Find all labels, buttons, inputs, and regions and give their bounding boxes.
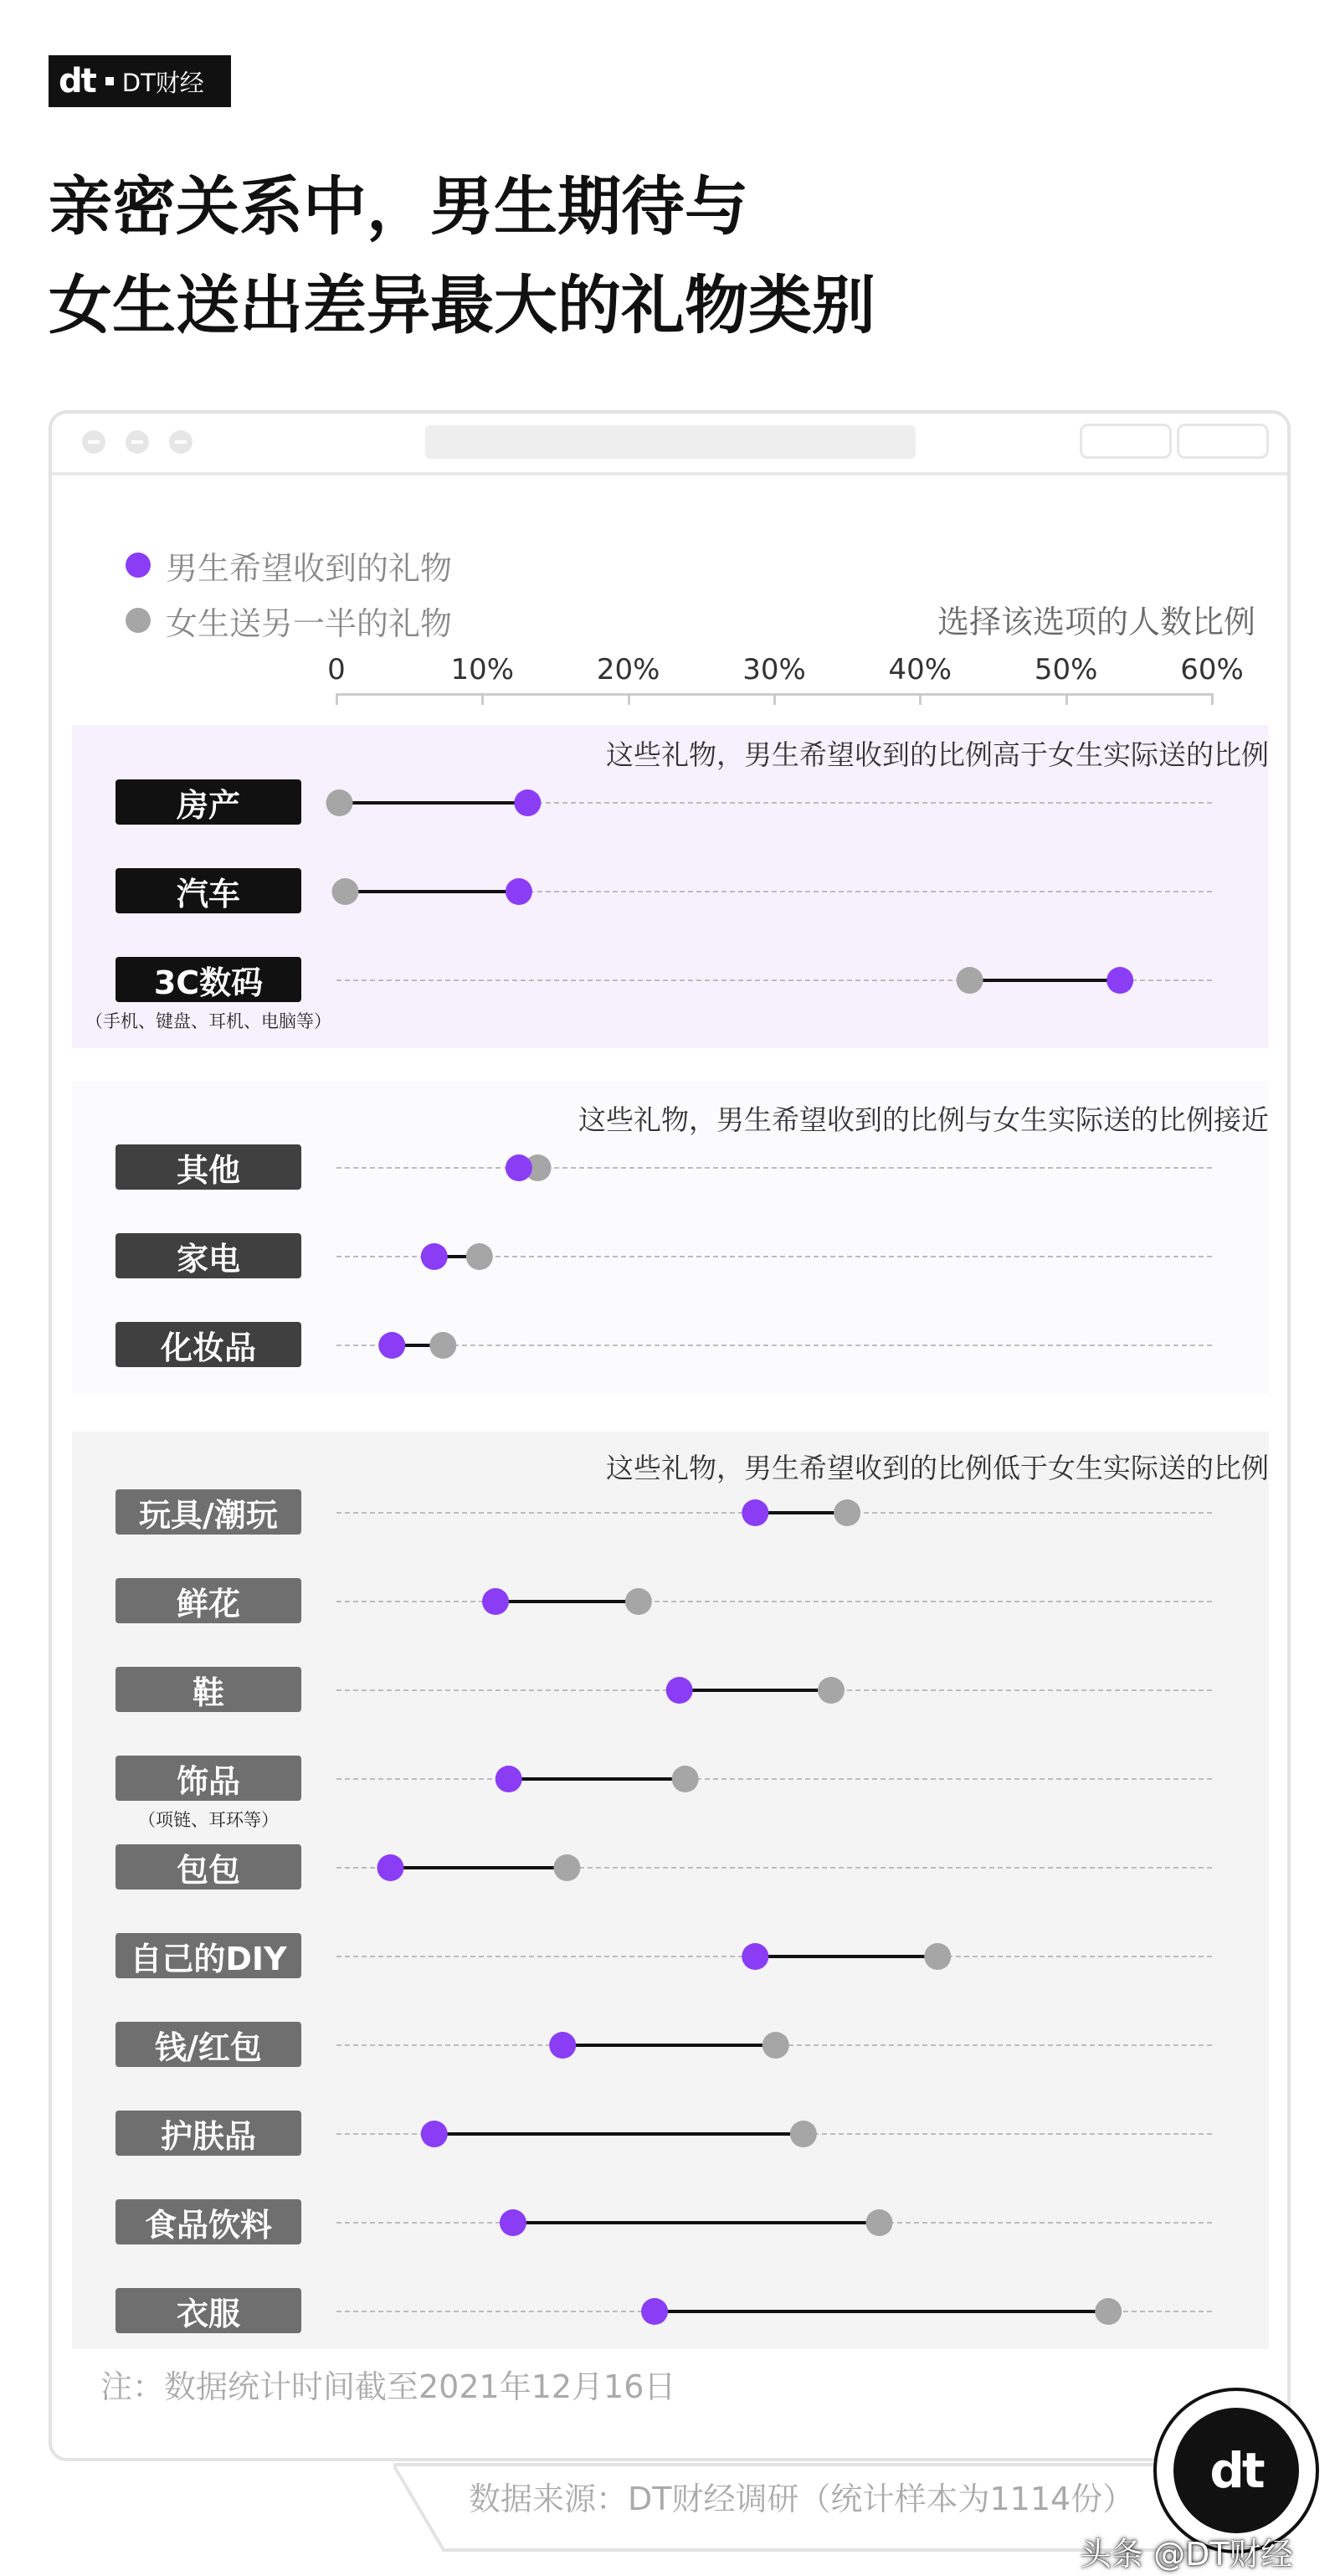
x-tick-label: 50% — [1034, 653, 1098, 686]
category-label: 家电 — [116, 1233, 301, 1278]
female-point — [331, 878, 358, 905]
x-tick-label: 40% — [888, 653, 952, 686]
female-point — [957, 967, 983, 994]
category-note: （手机、键盘、耳机、电脑等） — [85, 1011, 331, 1031]
female-point — [326, 789, 352, 816]
female-point — [672, 1766, 699, 1792]
male-point — [506, 1154, 532, 1181]
male-point — [549, 2032, 576, 2059]
section-title: 这些礼物，男生希望收到的比例与女生实际送的比例接近 — [578, 1103, 1269, 1136]
category-label: 房产 — [116, 779, 301, 825]
male-point — [641, 2298, 668, 2325]
category-label: 衣服 — [116, 2288, 301, 2333]
female-point — [625, 1588, 652, 1615]
male-point — [666, 1677, 693, 1704]
legend-male-label: 男生希望收到的礼物 — [166, 549, 453, 587]
female-point — [553, 1854, 580, 1881]
title-line-2: 女生送出差异最大的礼物类别 — [49, 268, 875, 342]
male-point — [421, 2121, 448, 2147]
x-tick-label: 10% — [450, 653, 515, 686]
female-point — [834, 1499, 860, 1526]
female-point — [466, 1243, 493, 1270]
category-label: 化妆品 — [116, 1322, 301, 1367]
male-point — [378, 1332, 405, 1359]
x-tick-label: 20% — [596, 653, 660, 686]
male-point — [742, 1499, 768, 1526]
female-point — [1095, 2298, 1122, 2325]
logo-mark: dt — [59, 62, 95, 100]
male-point — [506, 878, 532, 905]
category-label: 包包 — [116, 1844, 301, 1890]
platform-credit: 头条 @DT财经 — [1080, 2536, 1293, 2573]
footnote: 注：数据统计时间截至2021年12月16日 — [100, 2368, 676, 2405]
legend-female-label: 女生送另一半的礼物 — [166, 604, 453, 642]
male-point — [742, 1943, 768, 1970]
male-point — [421, 1243, 448, 1270]
female-point — [866, 2209, 893, 2236]
male-point — [1106, 967, 1133, 994]
female-point — [790, 2121, 817, 2147]
female-point — [429, 1332, 456, 1359]
category-label: 饰品 — [116, 1756, 301, 1801]
female-point — [762, 2032, 789, 2059]
x-tick-label: 0 — [327, 653, 346, 686]
male-point — [514, 789, 541, 816]
data-source: 数据来源：DT财经调研（统计样本为1114份） — [469, 2481, 1135, 2517]
male-point — [500, 2209, 526, 2236]
category-label: 钱/红包 — [116, 2022, 301, 2067]
x-tick-label: 30% — [742, 653, 806, 686]
category-label: 玩具/潮玩 — [116, 1489, 301, 1535]
female-point — [818, 1677, 845, 1704]
logo-brand-name: DT财经 — [121, 68, 204, 97]
category-label: 护肤品 — [116, 2111, 301, 2156]
category-label: 鲜花 — [116, 1578, 301, 1623]
section-title: 这些礼物，男生希望收到的比例低于女生实际送的比例 — [606, 1452, 1269, 1484]
x-axis-title: 选择该选项的人数比例 — [937, 604, 1255, 640]
category-label: 食品饮料 — [116, 2199, 301, 2244]
category-note: （项链、耳环等） — [138, 1810, 279, 1830]
x-tick-label: 60% — [1180, 653, 1244, 686]
category-label: 鞋 — [116, 1667, 301, 1712]
male-point — [482, 1588, 509, 1615]
category-label: 汽车 — [116, 868, 301, 913]
category-label: 自己的DIY — [116, 1933, 301, 1978]
section-title: 这些礼物，男生希望收到的比例高于女生实际送的比例 — [606, 738, 1269, 771]
male-point — [377, 1854, 404, 1881]
female-point — [924, 1943, 951, 1970]
male-point — [495, 1766, 522, 1792]
title-line-1: 亲密关系中，男生期待与 — [49, 169, 748, 244]
badge-mark: dt — [1173, 2408, 1299, 2533]
category-label: 其他 — [116, 1144, 301, 1190]
category-label: 3C数码 — [116, 957, 301, 1002]
